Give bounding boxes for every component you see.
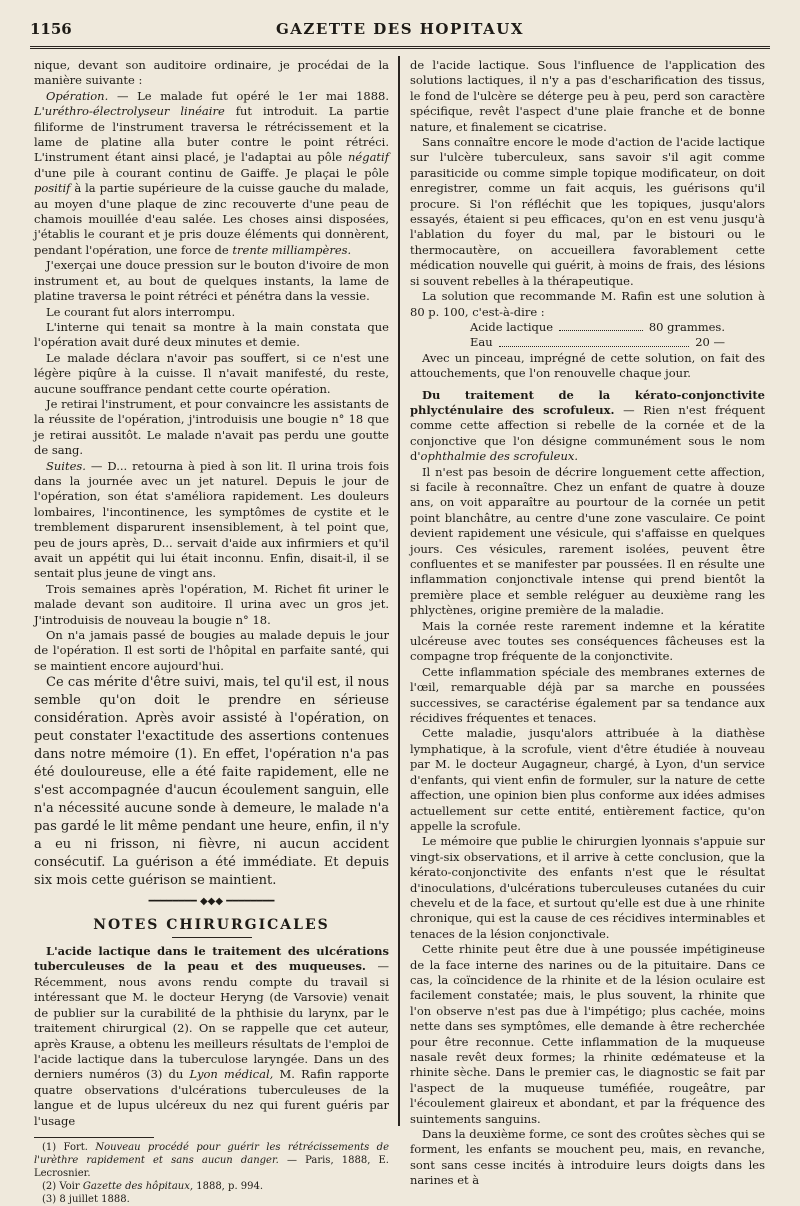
short-rule <box>172 937 252 938</box>
right-column <box>410 58 765 1188</box>
paragraph-large: Ce cas mérite d'être suivi, mais, tel qu'il est, il nous semble qu'on doit le prendre en sérieuse considération. Après avoir assisté à l'opération, on peut constater l'exactitude des assertions contenues dans notre mémoire (1). En effet, l'opération n'a pas été douloureuse, elle a été faite rapidement, elle ne s'est accompagnée d'aucun écoulement sanguin, elle n'a nécessité aucune sonde à demeure, le malade n'a pas gardé le lit même pendant une heure, enfin, il n'y a eu ni frisson, ni fièvre, ni aucun accident consécutif. La guérison a été immédiate. Et depuis six mois cette guérison se maintient. <box>34 675 389 889</box>
left-column <box>34 58 390 1205</box>
paragraph: La solution que recommande M. Rafin est une solution à 80 p. 100, c'est-à-dire : <box>410 289 765 319</box>
paragraph: Suites. — D... retourna à pied à son lit. Il urina trois fois dans la journée avec un jet naturel. Depuis le jour de l'opération, son état s'améliora rapidement. Les douleurs lombaires, l'incontinence, les symptômes de cystite et le tremblement disparurent insensiblement, à tel point que, peu de jours après, D... servait d'aide aux infirmiers et qu'il avait un appétit qui lui était inconnu. Enfin, disait-il, il se sentait plus jeune de vingt ans. <box>34 458 390 581</box>
paragraph: Le malade déclara n'avoir pas souffert, si ce n'est une légère piqûre à la cuisse. Il n'avait manifesté, du reste, aucune souffrance pendant cette courte opération. <box>34 350 389 396</box>
paragraph: Sans connaître encore le mode d'action de l'acide lactique sur l'ulcère tuberculeux, sans savoir s'il agit comme parasiticide ou comme simple topique modificateur, on doit enregistrer, comme un fait acquis, les guérisons qu'il procure. Si l'on réfléchit que les topiques, jusqu'alors essayés, étaient si peu efficaces, qu'on en est venu jusqu'à l'ablation du foyer du mal, par le bistouri ou le thermocautère, on accueillera favorablement cette médication nouvelle qui guérit, à moins de frais, des lésions si souvent rebelles à la thérapeutique. <box>410 135 765 288</box>
run-in-label: Opération. <box>46 88 109 103</box>
paragraph: Le courant fut alors interrompu. <box>46 304 236 319</box>
paragraph: Cette maladie, jusqu'alors attribuée à la diathèse lymphatique, à la scrofule, vient d'être étudiée à nouveau par M. le docteur Augagneur, chargé, à Lyon, d'un service d'enfants, qui vient enfin de formuler, sur la nature de cette affection, une opinion bien plus conforme aux idées admises actuellement sur cette entité, entièrement factice, qu'on appelle la scrofule. <box>410 726 765 833</box>
paragraph: de l'acide lactique. Sous l'influence de l'application des solutions lactiques, il n'y a pas d'escharification des tissus, le fond de l'ulcère se déterge peu à peu, perd son caractère spécifique, revêt l'aspect d'une plaie franche et de bonne nature, et finalement se cicatrise. <box>410 58 765 134</box>
article-heading: L'acide lactique dans le traitement des ulcérations tuberculeuses de la peau et des muqueuses. <box>34 944 389 974</box>
paragraph: Cette inflammation spéciale des membranes externes de l'œil, remarquable déjà par sa marche en poussées successives, se caractérise également par sa tendance aux récidives fréquentes et tenaces. <box>410 664 765 726</box>
paragraph: Cette rhinite peut être due à une poussée impétigineuse de la face interne des narines ou de la pituitaire. Dans ce cas, la coïncidence de la rhinite et de la lésion oculaire est facilement constatée; mais, le plus souvent, la rhinite que l'on observe n'est pas due à l'impétigo; plus cachée, moins nette dans ses symptômes, elle demande à être recherchée pour être reconnue. Cette inflammation de la muqueuse nasale revêt deux formes; la rhinite œdémateuse et la rhinite sèche. Dans le premier cas, le diagnostic se fait par l'aspect de la muqueuse tuméfiée, rougeâtre, par l'écoulement glaireux et abondant, et par la fréquence des suintements sanguins. <box>410 942 765 1126</box>
paragraph: Dans la deuxième forme, ce sont des croûtes sèches qui se forment, les enfants se mouchent peu, mais, en revanche, sont sans cesse incités à introduire leurs doigts dans les narines et à <box>410 1127 765 1188</box>
page-number: 1156 <box>30 20 72 38</box>
paragraph: L'interne qui tenait sa montre à la main constata que l'opération avait duré deux minutes et demie. <box>34 319 389 350</box>
ornament-divider: ━━━━━━━━ ◆◆◆ ━━━━━━━━ <box>148 896 275 908</box>
footnote: (3) 8 juillet 1888. <box>42 1193 130 1205</box>
run-in-label: Suites. <box>46 458 86 473</box>
paragraph: Il n'est pas besoin de décrire longuement cette affection, si facile à reconnaître. Chez un enfant de quatre à douze ans, on voit apparaître au pourtour de la cornée un petit point blanchâtre, au centre d'une zone vasculaire. Ce point devient rapidement une vésicule, qui s'affaisse en quelques jours. Ces vésicules, rarement isolées, peuvent être confluentes et se manifester par poussées. Il en résulte une inflammation conjonctivale intense qui prend bientôt la première place et semble reléguer au deuxième rang les phlyctènes, origine première de la maladie. <box>410 464 765 618</box>
article-paragraph: Du traitement de la kérato-conjonctivite phlycténulaire des scrofuleux. — Rien n'est fréquent comme cette affection si rebelle de la cornée et de la conjonctive que l'on désigne communément sous le nom d'ophthalmie des scrofuleux. <box>410 387 765 464</box>
footnote: (1) Fort. Nouveau procédé pour guérir les rétrécissements de l'urèthre rapidement et sans aucun danger. — Paris, 1888, E. Lecrosnier. <box>34 1141 389 1179</box>
paragraph: On n'a jamais passé de bougies au malade depuis le jour de l'opération. Il est sorti de l'hôpital en parfaite santé, qui se maintient encore aujourd'hui. <box>34 628 389 673</box>
paragraph: nique, devant son auditoire ordinaire, je procédai de la manière suivante : <box>34 58 389 88</box>
header-rule <box>30 46 770 49</box>
formula-line: Eau 20 — <box>470 335 725 350</box>
page-header <box>30 20 770 42</box>
article-paragraph: L'acide lactique dans le traitement des ulcérations tuberculeuses de la peau et des muqueuses. — Récemment, nous avons rendu compte du travail si intéressant que M. le docteur Heryng (de Varsovie) venait de publier sur la curabilité de la phthisie du larynx, par le traitement chirurgical (2). On se rappelle que cet auteur, après Krause, a obtenu les meilleurs résultats de l'emploi de l'acide lactique dans la tuberculose laryngée. Dans un des derniers numéros (3) du Lyon médical, M. Rafin rapporte quatre observations d'ulcérations tuberculeuses de la langue et de lupus ulcéreux du nez qui furent guéris par l'usage <box>34 944 390 1128</box>
paragraph: Trois semaines après l'opération, M. Richet fit uriner le malade devant son auditoire. Il urina avec un gros jet. J'introduisis de nouveau la bougie n° 18. <box>34 581 389 627</box>
running-title: GAZETTE DES HOPITAUX <box>275 20 524 38</box>
paragraph: Le mémoire que publie le chirurgien lyonnais s'appuie sur vingt-six observations, et il arrive à cette conclusion, que la kérato-conjonctivite des enfants n'est que le résultat d'inoculations, d'ulcérations tuberculeuses cutanées du cuir chevelu et de la face, et surtout qu'elle est due à une rhinite chronique, qui est la cause de ces récidives interminables et tenaces de la lésion conjonctivale. <box>410 834 765 941</box>
paragraph: J'exerçai une douce pression sur le bouton d'ivoire de mon instrument et, au bout de quelques instants, la lame de platine traversa le point rétréci et pénétra dans la vessie. <box>34 258 389 304</box>
paragraph: Je retirai l'instrument, et pour convaincre les assistants de la réussite de l'opération, j'introduisis une bougie n° 18 que je retirai aussitôt. Le malade n'avait pas perdu une goutte de sang. <box>34 396 389 458</box>
footnote-rule <box>34 1137 154 1138</box>
footnote: (2) Voir Gazette des hôpitaux, 1888, p. 994. <box>42 1180 264 1192</box>
paragraph: Mais la cornée reste rarement indemne et la kératite ulcéreuse avec toutes ses conséquences fâcheuses est la compagne trop fréquente de la conjonctivite. <box>410 618 765 664</box>
paragraph: Opération. — Le malade fut opéré le 1er mai 1888. L'uréthro-électrolyseur linéaire fut introduit. La partie filiforme de l'instrument traversa le rétrécissement et la lame de platine alla buter contre le point rétréci. L'instrument étant ainsi placé, je l'adaptai au pôle négatif d'une pile à courant continu de Gaiffe. Je plaçai le pôle positif à la partie supérieure de la cuisse gauche du malade, au moyen d'une plaque de zinc recouverte d'une peau de chamois mouillée d'eau salée. Les choses ainsi disposées, j'établis le courant et je pris douze éléments qui donnèrent, pendant l'opération, une force de trente milliampères. <box>34 88 390 257</box>
column-divider <box>398 56 400 1126</box>
article-heading: Du traitement de la kérato-conjonctivite phlycténulaire des scrofuleux. <box>410 387 765 417</box>
section-title: NOTES CHIRURGICALES <box>93 916 330 933</box>
paragraph: Avec un pinceau, imprégné de cette solution, on fait des attouchements, que l'on renouvelle chaque jour. <box>410 350 765 381</box>
formula-line: Acide lactique 80 grammes. <box>470 319 725 334</box>
